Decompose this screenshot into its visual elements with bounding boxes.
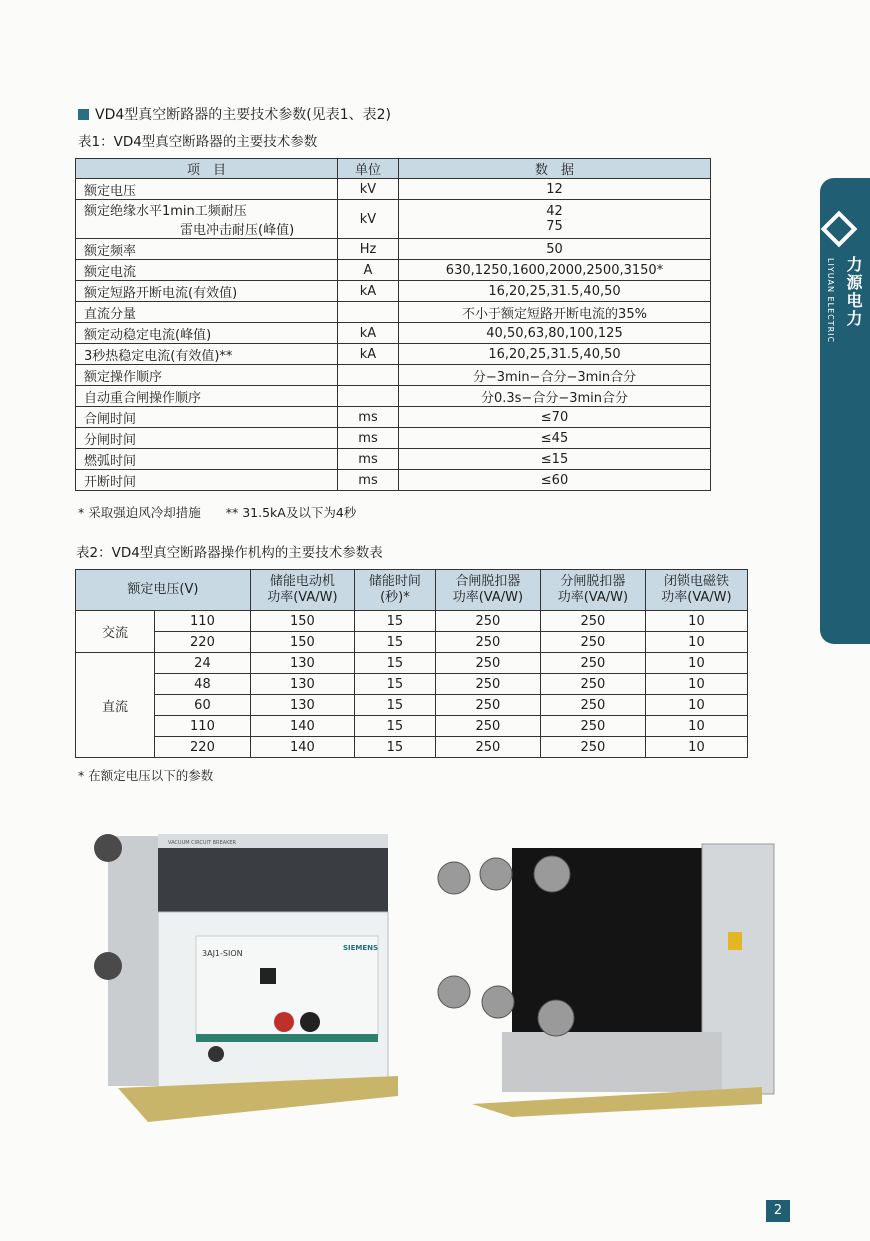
table1-row [76,281,711,302]
table2-cell: 15 [354,674,435,695]
table2-header-lock-magnet: 闭锁电磁铁 功率(VA/W) [645,570,747,611]
lower-frame [502,1032,722,1092]
table2-cell: 150 [250,611,354,632]
table1-cell-name: 合闸时间 [76,407,338,428]
table1-cell-value-line2: 75 [546,219,563,234]
table2-row [76,695,748,716]
table2-cell: 10 [645,674,747,695]
contact-arm-1 [438,862,470,894]
brand-name: 力源电力 [844,256,863,328]
table2-group-label: 交流 [76,611,155,653]
table1-cell-value: 50 [399,239,711,260]
table2-cell: 250 [540,653,645,674]
table1-caption: 表1：VD4型真空断路器的主要技术参数 [78,134,318,150]
table2-cell: 150 [250,632,354,653]
table1-row [76,200,711,239]
table1-header-row [76,159,711,179]
table1-cell-name: 自动重合闸操作顺序 [76,386,338,407]
table2-cell: 110 [155,611,251,632]
breaker-front-photo [88,826,403,1126]
brand-logo-icon [821,211,858,248]
table1-cell-value: 16,20,25,31.5,40,50 [399,344,711,365]
table2-note: * 在额定电压以下的参数 [78,768,214,783]
table1-row [76,323,711,344]
table2-cell: 250 [540,737,645,758]
table2-cell: 250 [435,611,540,632]
top-label-text: VACUUM CIRCUIT BREAKER [168,840,237,846]
table2-cell: 10 [645,611,747,632]
table2-row [76,674,748,695]
table1-cell-value: 630,1250,1600,2000,2500,3150* [399,260,711,281]
brand-name-en: LIYUAN ELECTRIC [826,258,835,344]
breaker-rear-photo [432,842,780,1117]
table2-header-open-release: 分闸脱扣器 功率(VA/W) [540,570,645,611]
table2-cell: 250 [540,611,645,632]
table1-cell-unit: kA [338,323,399,344]
brand-label: SIEMENS [343,944,379,952]
table2-cell: 15 [354,653,435,674]
table1-cell-value: ≤45 [399,428,711,449]
table1-cell-value [399,200,711,239]
table2-cell: 220 [155,632,251,653]
table2-cell: 250 [435,674,540,695]
table1-note: * 采取强迫风冷却措施 ** 31.5kA及以下为4秒 [78,505,357,520]
table1-header-data: 数 据 [399,159,711,179]
table2-cell: 250 [435,737,540,758]
table1-cell-unit: kV [338,200,399,239]
table1-cell-name: 额定动稳定电流(峰值) [76,323,338,344]
table2-cell: 130 [250,695,354,716]
table1-cell-name: 燃弧时间 [76,449,338,470]
table2-row [76,653,748,674]
table2-header-voltage: 额定电压(V) [76,570,251,611]
indicator-window [260,968,276,984]
table1-cell-name: 额定短路开断电流(有效值) [76,281,338,302]
table2-cell: 15 [354,737,435,758]
table1-row [76,239,711,260]
table1-cell-unit [338,365,399,386]
table1-header-item: 项 目 [76,159,338,179]
table2-cell: 250 [435,632,540,653]
contact-arm-3 [534,856,570,892]
table1-cell-name: 额定频率 [76,239,338,260]
table2-row [76,716,748,737]
table1-cell-name: 开断时间 [76,470,338,491]
table2-cell: 15 [354,716,435,737]
table1-row [76,449,711,470]
contact-arm-bottom [94,952,122,980]
table2-cell: 250 [540,716,645,737]
table1-row [76,260,711,281]
table2-cell: 10 [645,695,747,716]
table1-cell-unit: ms [338,470,399,491]
table1-cell-value: 40,50,63,80,100,125 [399,323,711,344]
table2-cell: 60 [155,695,251,716]
table2-cell: 250 [540,632,645,653]
table2-cell: 10 [645,632,747,653]
table1-cell-value: 分0.3s−合分−3min合分 [399,386,711,407]
table2-cell: 220 [155,737,251,758]
table1-cell-value: ≤15 [399,449,711,470]
warning-label [728,932,742,950]
table1-cell-name: 额定电压 [76,179,338,200]
table2-cell: 10 [645,737,747,758]
table1 [75,158,711,491]
table2-cell: 15 [354,611,435,632]
close-button-red [274,1012,294,1032]
table2-cell: 250 [435,653,540,674]
table1-cell-value: ≤70 [399,407,711,428]
table1-cell-name: 直流分量 [76,302,338,323]
table1-row [76,470,711,491]
table1-cell-unit: ms [338,407,399,428]
table1-row [76,302,711,323]
table2-cell: 250 [435,716,540,737]
table1-cell-unit: Hz [338,239,399,260]
table2-cell: 140 [250,716,354,737]
charging-port [208,1046,224,1062]
table1-row [76,179,711,200]
table2-cell: 130 [250,653,354,674]
table1-cell-unit [338,386,399,407]
table2-cell: 110 [155,716,251,737]
table1-cell-value: 12 [399,179,711,200]
section-title [78,104,391,124]
table1-cell-name: 3秒热稳定电流(有效值)** [76,344,338,365]
table2-cell: 48 [155,674,251,695]
table2-group-label: 直流 [76,653,155,758]
table1-cell-unit: kA [338,344,399,365]
table2-cell: 24 [155,653,251,674]
open-button-black [300,1012,320,1032]
green-strip [196,1034,378,1042]
contact-arm-2 [480,858,512,890]
table1-row [76,344,711,365]
table1-cell-value: 16,20,25,31.5,40,50 [399,281,711,302]
table2-cell: 15 [354,632,435,653]
square-bullet-icon [78,109,89,120]
table1-cell-unit [338,302,399,323]
table2-cell: 250 [540,695,645,716]
table1-row [76,365,711,386]
table2-header-time: 储能时间 (秒)* [354,570,435,611]
table1-cell-value-line1: 42 [546,204,563,219]
table1-cell-name: 额定操作顺序 [76,365,338,386]
table1-cell-unit: ms [338,428,399,449]
table2-row [76,632,748,653]
table1-cell-name: 分闸时间 [76,428,338,449]
side-tab [820,178,870,644]
table1-cell-value: 不小于额定短路开断电流的35% [399,302,711,323]
table1-cell-value: ≤60 [399,470,711,491]
table1-cell-name: 额定电流 [76,260,338,281]
table2-caption: 表2：VD4型真空断路器操作机构的主要技术参数表 [76,545,383,561]
table1-cell-name-line1: 额定绝缘水平1min工频耐压 [84,204,247,219]
table2-header-close-release: 合闸脱扣器 功率(VA/W) [435,570,540,611]
table2-cell: 10 [645,653,747,674]
table2-header-row [76,570,748,611]
table1-cell-name [76,200,338,239]
table2-cell: 250 [435,695,540,716]
table1-cell-unit: kV [338,179,399,200]
table2-cell: 250 [540,674,645,695]
table2-cell: 140 [250,737,354,758]
contact-arm-6 [538,1000,574,1036]
table1-cell-unit: ms [338,449,399,470]
table2-header-motor: 储能电动机 功率(VA/W) [250,570,354,611]
table2-cell: 15 [354,695,435,716]
contact-arm-top [94,834,122,862]
table1-cell-name-line2: 雷电冲击耐压(峰值) [180,223,295,238]
table1-cell-value: 分−3min−合分−3min合分 [399,365,711,386]
table1-cell-unit: kA [338,281,399,302]
table2 [75,569,748,758]
table2-row [76,611,748,632]
table1-cell-unit: A [338,260,399,281]
table2-row [76,737,748,758]
table2-cell: 130 [250,674,354,695]
section-title-text: VD4型真空断路器的主要技术参数(见表1、表2) [95,107,392,123]
contact-arm-5 [482,986,514,1018]
contact-arm-4 [438,976,470,1008]
table2-cell: 10 [645,716,747,737]
model-label: 3AJ1-SION [202,949,243,958]
table1-row [76,407,711,428]
table1-row [76,386,711,407]
table1-header-unit: 单位 [338,159,399,179]
table1-row [76,428,711,449]
page-number: 2 [766,1200,790,1222]
